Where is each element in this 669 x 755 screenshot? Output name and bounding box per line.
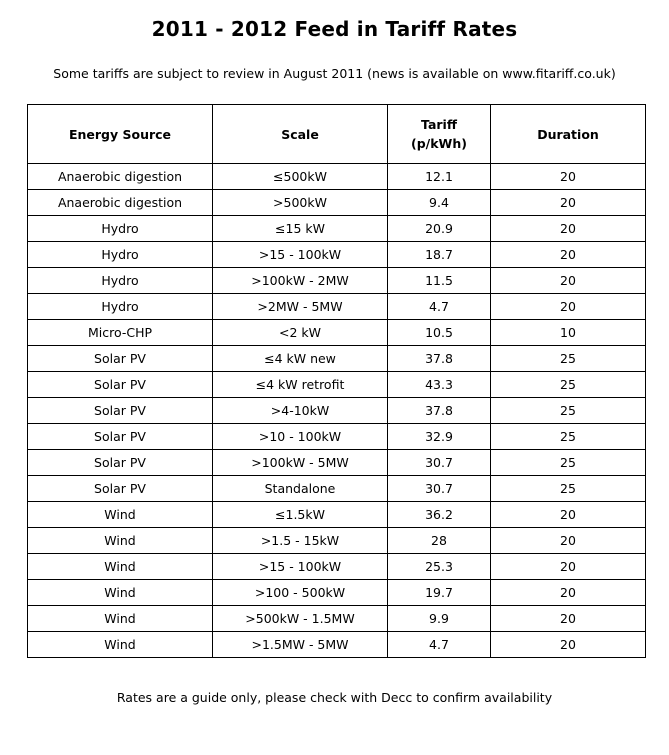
header-tariff-label: Tariff (421, 117, 457, 132)
cell-scale: >4-10kW (213, 398, 388, 424)
cell-scale: ≤1.5kW (213, 502, 388, 528)
cell-tariff: 12.1 (388, 164, 491, 190)
cell-energy-source: Micro-CHP (28, 320, 213, 346)
cell-tariff: 28 (388, 528, 491, 554)
cell-tariff: 25.3 (388, 554, 491, 580)
cell-duration: 25 (491, 398, 646, 424)
cell-duration: 10 (491, 320, 646, 346)
cell-scale: >500kW - 1.5MW (213, 606, 388, 632)
cell-scale: ≤4 kW new (213, 346, 388, 372)
tariff-table (27, 104, 646, 658)
table-row (28, 476, 646, 502)
cell-energy-source: Wind (28, 554, 213, 580)
cell-scale: ≤4 kW retrofit (213, 372, 388, 398)
table-row (28, 554, 646, 580)
header-energy-source: Energy Source (28, 105, 213, 164)
table-row (28, 346, 646, 372)
table-row (28, 294, 646, 320)
cell-tariff: 4.7 (388, 294, 491, 320)
cell-scale: >100kW - 2MW (213, 268, 388, 294)
table-row (28, 216, 646, 242)
cell-duration: 20 (491, 502, 646, 528)
table-row (28, 164, 646, 190)
cell-tariff: 43.3 (388, 372, 491, 398)
table-row (28, 450, 646, 476)
cell-energy-source: Solar PV (28, 372, 213, 398)
cell-tariff: 37.8 (388, 346, 491, 372)
cell-scale: >2MW - 5MW (213, 294, 388, 320)
table-row (28, 190, 646, 216)
cell-duration: 20 (491, 632, 646, 658)
cell-tariff: 11.5 (388, 268, 491, 294)
cell-tariff: 10.5 (388, 320, 491, 346)
header-duration: Duration (491, 105, 646, 164)
table-row (28, 398, 646, 424)
cell-duration: 20 (491, 528, 646, 554)
cell-energy-source: Solar PV (28, 398, 213, 424)
cell-scale: ≤500kW (213, 164, 388, 190)
cell-scale: >10 - 100kW (213, 424, 388, 450)
cell-duration: 20 (491, 242, 646, 268)
review-notice: Some tariffs are subject to review in August 2011 (news is available on www.fitariff.co.uk) (53, 66, 616, 81)
cell-energy-source: Wind (28, 528, 213, 554)
cell-duration: 25 (491, 346, 646, 372)
cell-energy-source: Solar PV (28, 424, 213, 450)
cell-scale: >15 - 100kW (213, 242, 388, 268)
footer-note: Rates are a guide only, please check with Decc to confirm availability (116, 690, 553, 705)
cell-scale: >500kW (213, 190, 388, 216)
cell-scale: >1.5MW - 5MW (213, 632, 388, 658)
cell-duration: 20 (491, 164, 646, 190)
cell-duration: 20 (491, 216, 646, 242)
cell-energy-source: Hydro (28, 268, 213, 294)
cell-energy-source: Hydro (28, 294, 213, 320)
cell-energy-source: Wind (28, 502, 213, 528)
cell-scale: Standalone (213, 476, 388, 502)
cell-scale: ≤15 kW (213, 216, 388, 242)
cell-energy-source: Anaerobic digestion (28, 164, 213, 190)
table-row (28, 242, 646, 268)
cell-scale: <2 kW (213, 320, 388, 346)
cell-scale: >100kW - 5MW (213, 450, 388, 476)
cell-energy-source: Wind (28, 580, 213, 606)
cell-energy-source: Solar PV (28, 476, 213, 502)
cell-energy-source: Solar PV (28, 450, 213, 476)
table-row (28, 606, 646, 632)
cell-energy-source: Solar PV (28, 346, 213, 372)
cell-tariff: 4.7 (388, 632, 491, 658)
cell-scale: >1.5 - 15kW (213, 528, 388, 554)
cell-tariff: 9.4 (388, 190, 491, 216)
cell-tariff: 30.7 (388, 476, 491, 502)
cell-duration: 20 (491, 554, 646, 580)
header-row (28, 105, 646, 164)
header-scale: Scale (213, 105, 388, 164)
cell-duration: 25 (491, 450, 646, 476)
cell-energy-source: Anaerobic digestion (28, 190, 213, 216)
cell-tariff: 20.9 (388, 216, 491, 242)
cell-energy-source: Wind (28, 606, 213, 632)
table-row (28, 424, 646, 450)
cell-duration: 20 (491, 606, 646, 632)
cell-tariff: 36.2 (388, 502, 491, 528)
header-tariff-unit: (p/kWh) (411, 136, 467, 151)
tariff-table-body (28, 164, 646, 658)
cell-energy-source: Hydro (28, 242, 213, 268)
cell-tariff: 9.9 (388, 606, 491, 632)
table-row (28, 320, 646, 346)
cell-duration: 20 (491, 190, 646, 216)
cell-scale: >100 - 500kW (213, 580, 388, 606)
table-row (28, 372, 646, 398)
cell-duration: 25 (491, 372, 646, 398)
cell-scale: >15 - 100kW (213, 554, 388, 580)
cell-duration: 20 (491, 580, 646, 606)
table-row (28, 528, 646, 554)
cell-duration: 20 (491, 268, 646, 294)
table-row (28, 502, 646, 528)
cell-duration: 25 (491, 476, 646, 502)
table-row (28, 268, 646, 294)
cell-tariff: 32.9 (388, 424, 491, 450)
page-title: 2011 - 2012 Feed in Tariff Rates (151, 17, 518, 41)
cell-tariff: 18.7 (388, 242, 491, 268)
cell-tariff: 37.8 (388, 398, 491, 424)
tariff-table-header (28, 105, 646, 164)
cell-tariff: 30.7 (388, 450, 491, 476)
table-row (28, 580, 646, 606)
cell-energy-source: Hydro (28, 216, 213, 242)
table-row (28, 632, 646, 658)
cell-energy-source: Wind (28, 632, 213, 658)
cell-duration: 20 (491, 294, 646, 320)
header-tariff (388, 105, 491, 164)
cell-duration: 25 (491, 424, 646, 450)
cell-tariff: 19.7 (388, 580, 491, 606)
